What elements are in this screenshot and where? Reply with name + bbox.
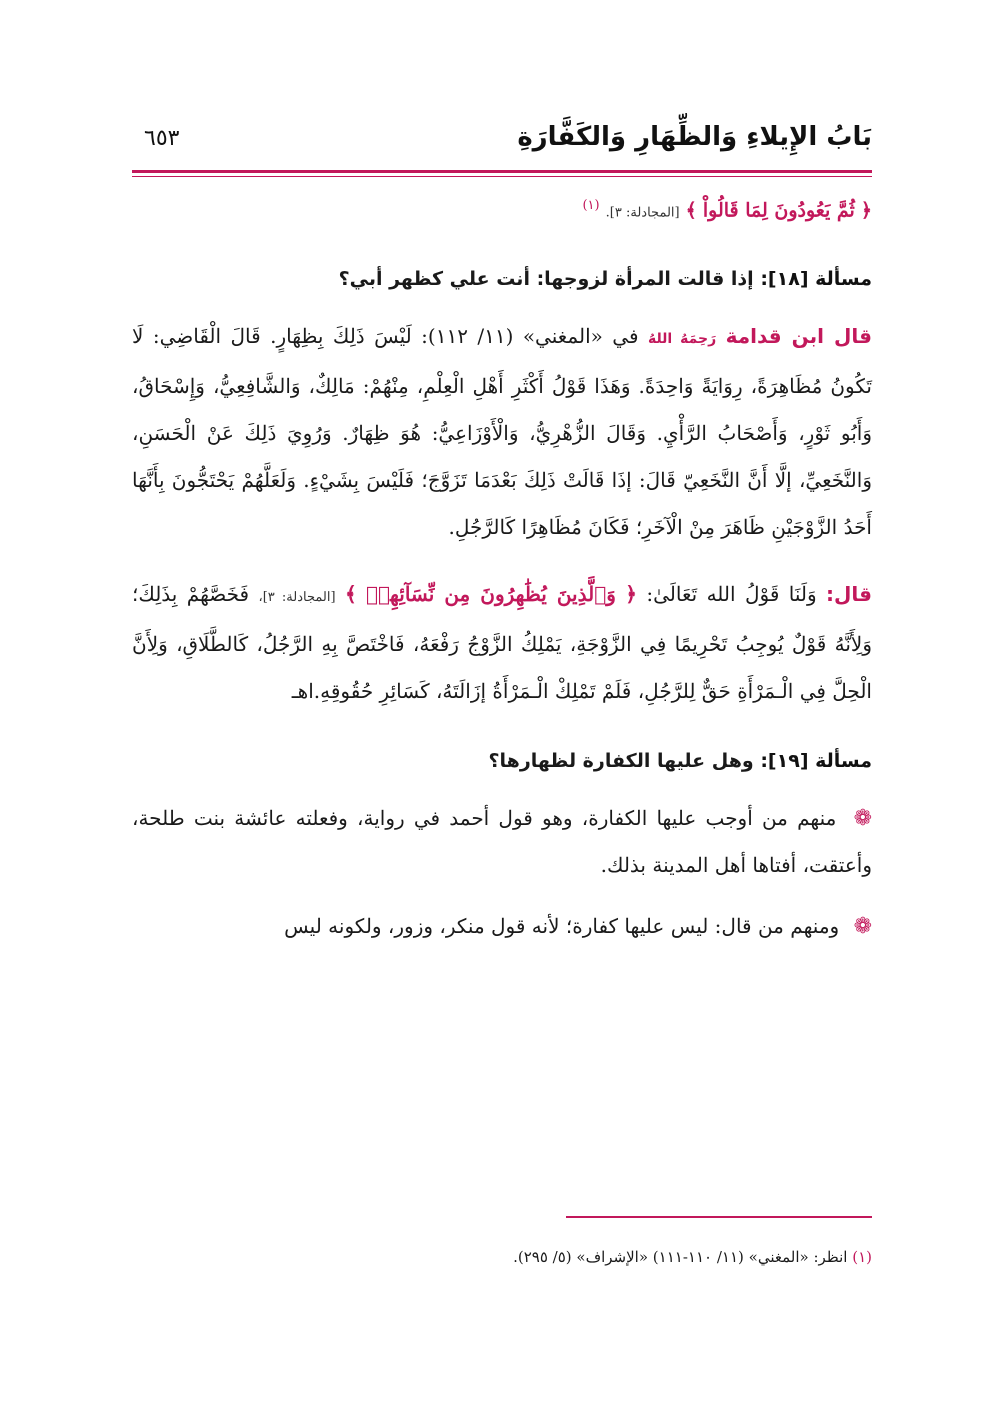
quran-open-bracket: ﴿ xyxy=(625,582,637,607)
quran-quote: وَٱلَّذِينَ يُظَٰهِرُونَ مِن نِّسَآئِهِمۡ xyxy=(366,582,616,607)
spacer xyxy=(132,551,872,571)
page-header xyxy=(132,118,872,158)
verse-open-bracket: ﴿ xyxy=(860,199,872,222)
flower-icon: ❁ xyxy=(853,806,873,832)
verse-text: ثُمَّ يَعُودُونَ لِمَا قَالُواْ xyxy=(702,199,855,222)
speaker-qal: قال: xyxy=(826,582,873,607)
ibn-qudama-paragraph xyxy=(132,313,872,551)
footnote-text: انظر: «المغني» (١١/ ١١٠-١١١) «الإشراف» (٥/ ٢٩٥). xyxy=(513,1248,848,1266)
page-number: ٦٥٣ xyxy=(144,126,180,151)
page-content xyxy=(132,186,872,950)
ibn-qudama-text: في «المغني» (١١/ ١١٢): لَيْسَ ذَلِكَ بِظِهَارٍ. قَالَ الْقَاضِي: لَا تَكُونُ مُظَاهِرَةً، رِوَايَةً وَاحِدَةً. وَهَذَا قَوْلُ أَكْثَرِ أَهْلِ الْعِلْمِ، مِنْهُمْ: مَالِكٌ، وَالشَّافِعِيُّ، وَإِسْحَاقُ، وَأَبُو ثَوْرٍ، وَأَصْحَابُ الرَّأْيِ. وَقَالَ الزُّهْرِيُّ، وَالْأَوْزَاعِيُّ: هُوَ ظِهَارٌ. وَرُوِيَ ذَلِكَ عَنْ الْحَسَنِ، وَالنَّخَعِيِّ، إلَّا أَنَّ النَّخَعِيّ قَالَ: إذَا قَالَتْ ذَلِكَ بَعْدَمَا تَزَوَّجَ؛ فَلَيْسَ بِشَيْءٍ. وَلَعَلَّهُمْ يَحْتَجُّونَ بِأَنَّهَا أَحَدُ الزَّوْجَيْنِ ظَاهَرَ مِنْ الْآخَرِ؛ فَكَانَ مُظَاهِرًا كَالرَّجُلِ. xyxy=(132,324,872,540)
honorific: رَحِمَهُ اللهُ xyxy=(647,331,717,348)
footnote-rule xyxy=(566,1216,872,1218)
evidence-paragraph xyxy=(132,571,872,715)
verse-close-bracket: ﴾ xyxy=(685,199,697,222)
header-rule-thin xyxy=(132,176,872,177)
footnote-marker[interactable]: (١) xyxy=(582,198,600,213)
footnote-number: (١) xyxy=(852,1248,872,1266)
opinion-item xyxy=(132,903,872,950)
quran-verse xyxy=(132,186,872,233)
header-rule xyxy=(132,170,872,173)
footnote xyxy=(132,1248,872,1266)
evidence-intro: وَلَنَا قَوْلُ الله تَعَالَىٰ: xyxy=(646,582,817,607)
opinion-item xyxy=(132,795,872,889)
issue-18-label: مسألة [١٨]: xyxy=(760,268,872,291)
opinion-text: منهم من أوجب عليها الكفارة، وهو قول أحمد في رواية، وفعلته عائشة بنت طلحة، وأعتقت، أفتاها أهل المدينة بذلك. xyxy=(132,806,872,878)
verse-reference: [المجادلة: ٣]. xyxy=(605,205,680,221)
speaker-ibn-qudama: قال ابن قدامة xyxy=(725,324,873,349)
issue-18-title: إذا قالت المرأة لزوجها: أنت علي كظهر أبي؟ xyxy=(338,268,754,291)
evidence-text: فَخَصَّهُمْ بِذَلِكَ؛ وَلِأَنَّهُ قَوْلٌ يُوجِبُ تَحْرِيمًا فِي الزَّوْجَةِ، يَمْلِكُ الزَّوْجُ رَفْعَهُ، فَاخْتَصَّ بِهِ الرَّجُلُ، كَالطَّلَاقِ، وَلِأَنَّ الْحِلَّ فِي الْـمَرْأَةِ حَقٌّ لِلرَّجُلِ، فَلَمْ تَمْلِكْ الْـمَرْأَةُ إزَالَتَهُ، كَسَائِرِ حُقُوقِهِ.اهـ xyxy=(132,582,872,704)
issue-19-label: مسألة [١٩]: xyxy=(760,750,872,773)
quran-reference: [المجادلة: ٣]، xyxy=(258,590,336,606)
issue-18-heading xyxy=(132,261,872,297)
chapter-title: بَابُ الإِيلاءِ وَالظِّهَارِ وَالكَفَّارَةِ xyxy=(517,122,872,152)
issue-19-title: وهل عليها الكفارة لظهارها؟ xyxy=(488,750,754,773)
quran-close-bracket: ﴾ xyxy=(344,582,357,607)
opinion-text: ومنهم من قال: ليس عليها كفارة؛ لأنه قول منكر، وزور، ولكونه ليس xyxy=(284,914,840,939)
flower-icon: ❁ xyxy=(853,914,872,940)
issue-19-heading xyxy=(132,743,872,779)
